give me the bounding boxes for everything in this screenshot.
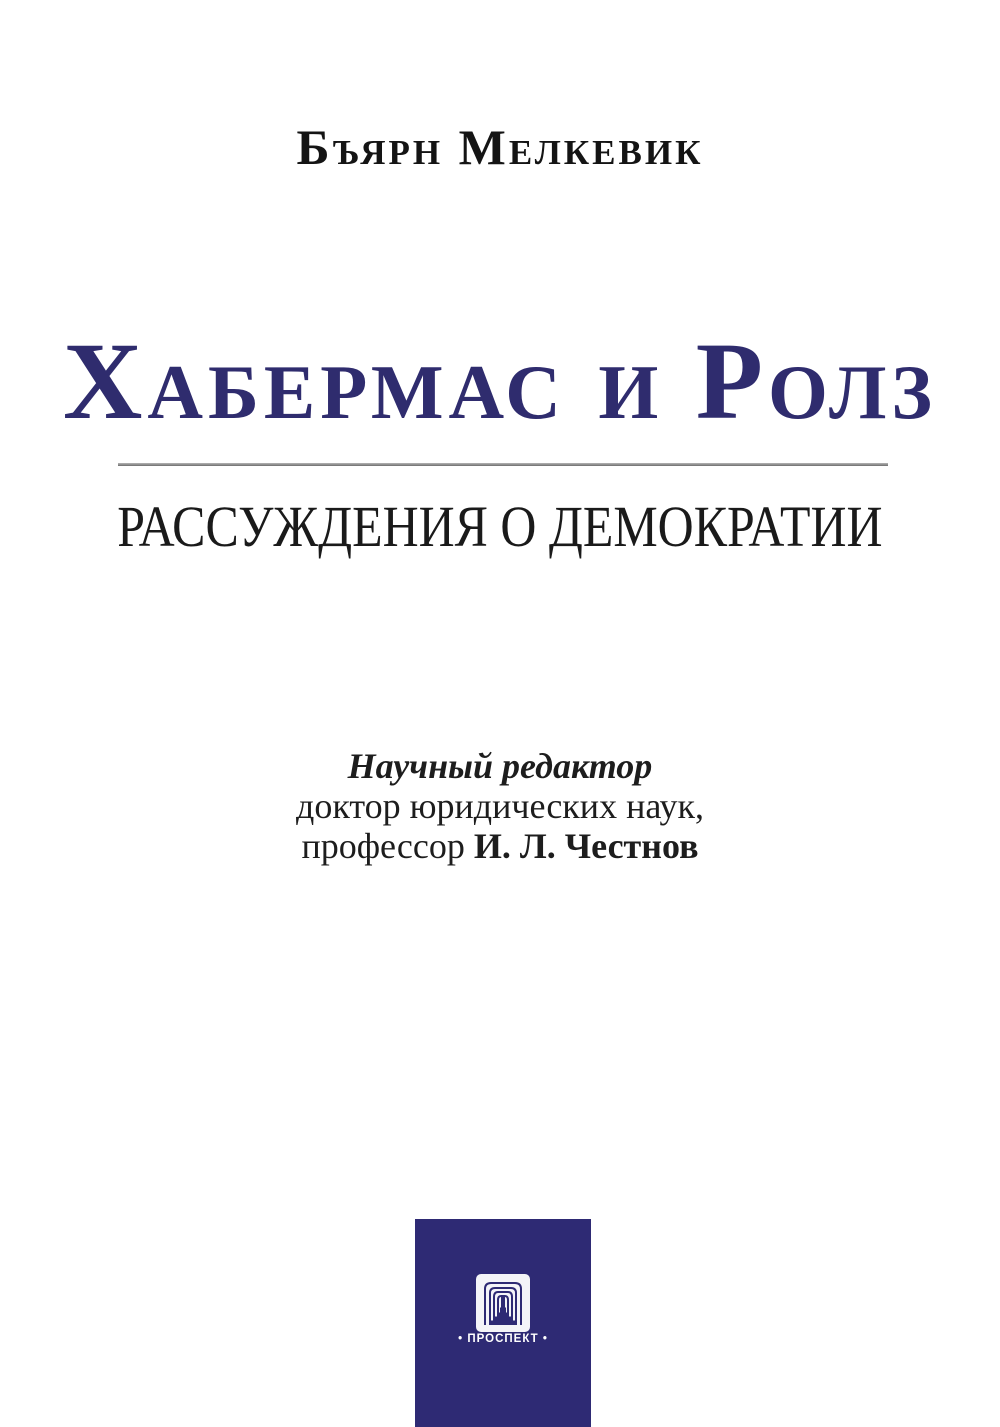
publisher-name: • ПРОСПЕКТ • xyxy=(458,1333,548,1345)
editor-professor-line xyxy=(0,826,1000,866)
editor-degree-line: доктор юридических наук, xyxy=(296,786,704,826)
publisher-logo-block xyxy=(415,1219,591,1427)
book-subtitle: РАССУЖДЕНИЯ О ДЕМОКРАТИИ xyxy=(117,494,883,559)
book-title: Хабермас и Ролз xyxy=(62,320,938,442)
editor-name: И. Л. Честнов xyxy=(473,826,699,866)
editor-block xyxy=(0,746,1000,866)
editor-professor-prefix: профессор xyxy=(301,826,474,866)
subtitle-row xyxy=(0,494,1000,559)
author-name: Бъярн Мелкевик xyxy=(296,119,704,175)
editor-heading: Научный редактор xyxy=(347,746,653,786)
title-divider-rule xyxy=(118,463,888,466)
publisher-logo-mark xyxy=(476,1274,530,1332)
prospekt-arch-icon xyxy=(476,1274,530,1332)
